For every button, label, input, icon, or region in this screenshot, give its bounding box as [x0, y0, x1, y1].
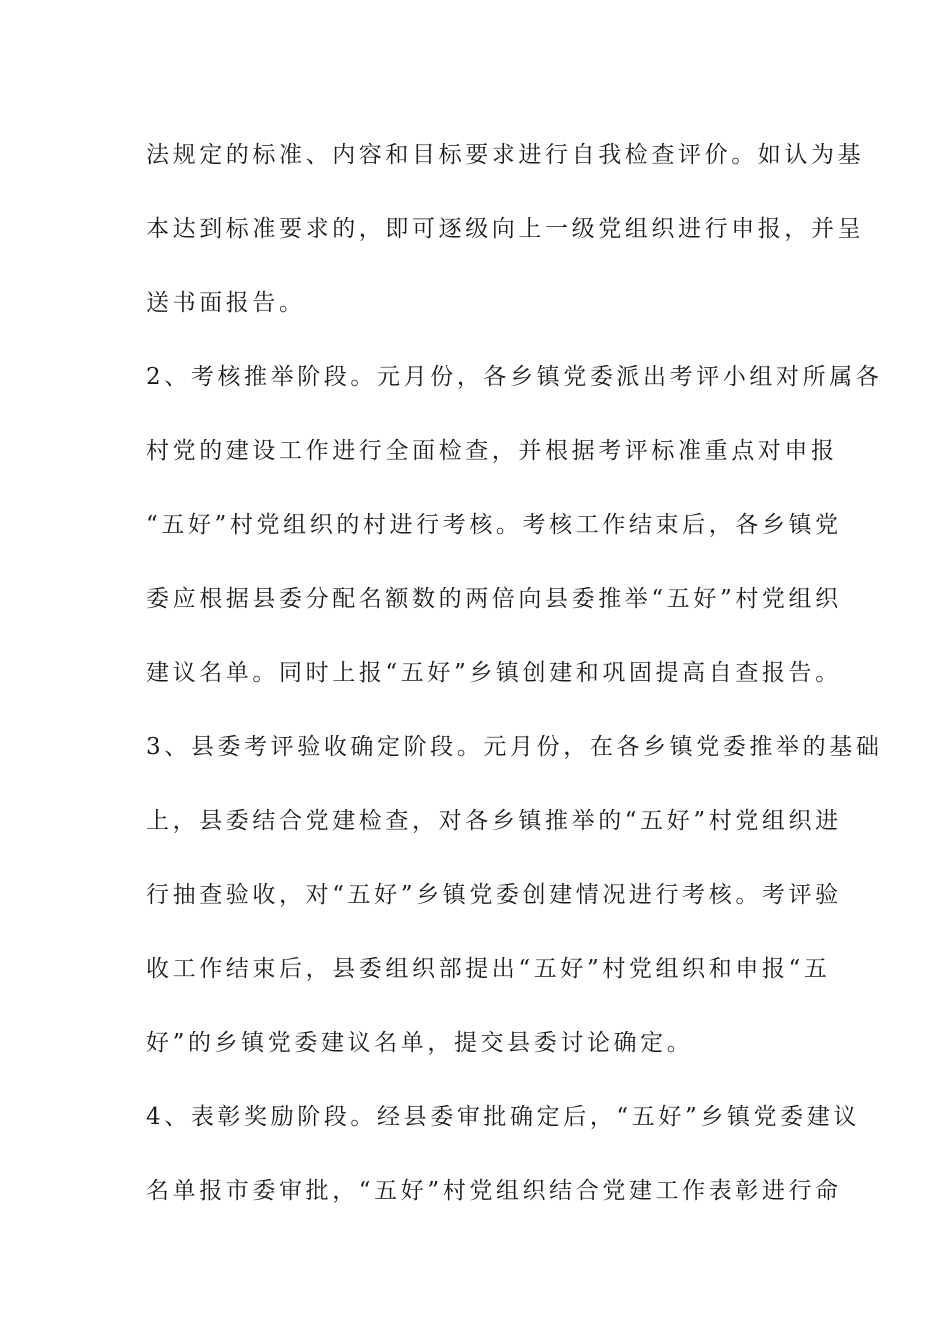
text-line: 好”的乡镇党委建议名单，提交县委讨论确定。 [146, 1030, 694, 1056]
text-line: 送书面报告。 [146, 290, 306, 316]
text-line: 行抽查验收，对“五好”乡镇党委创建情况进行考核。考评验 [146, 882, 842, 908]
text-line: 建议名单。同时上报“五好”乡镇创建和巩固提高自查报告。 [146, 660, 842, 686]
text-line: 本达到标准要求的，即可逐级向上一级党组织进行申报，并呈 [146, 216, 865, 242]
text-line: 上，县委结合党建检查，对各乡镇推举的“五好”村党组织进 [146, 808, 842, 834]
text-line: 委应根据县委分配名额数的两倍向县委推举“五好”村党组织 [146, 586, 842, 612]
text-line: 村党的建设工作进行全面检查，并根据考评标准重点对申报 [146, 438, 838, 464]
text-line: 法规定的标准、内容和目标要求进行自我检查评价。如认为基 [146, 142, 865, 168]
text-line: 2、考核推举阶段。元月份，各乡镇党委派出考评小组对所属各 [146, 364, 883, 390]
body-text [146, 126, 883, 1236]
text-line: 4、表彰奖励阶段。经县委审批确定后，“五好”乡镇党委建议 [146, 1104, 860, 1130]
text-line: “五好”村党组织的村进行考核。考核工作结束后，各乡镇党 [146, 512, 842, 538]
text-line: 收工作结束后，县委组织部提出“五好”村党组织和申报“五 [146, 956, 831, 982]
text-line: 名单报市委审批，“五好”村党组织结合党建工作表彰进行命 [146, 1178, 842, 1204]
text-line: 3、县委考评验收确定阶段。元月份，在各乡镇党委推举的基础 [146, 734, 883, 760]
